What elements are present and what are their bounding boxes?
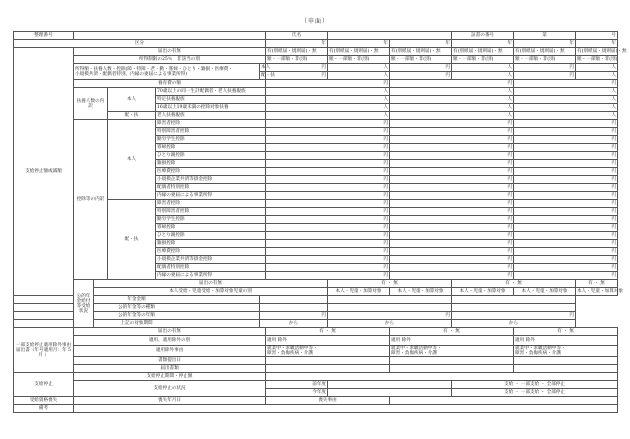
blank-cell xyxy=(390,365,514,373)
form-cell: 円 xyxy=(514,264,618,272)
form-cell: 円 xyxy=(514,168,618,176)
form-cell: 公的年金給付等受給状況 xyxy=(74,280,94,328)
form-cell: 円 xyxy=(266,232,390,240)
form-cell: 適用 除外 xyxy=(266,336,390,346)
form-cell: 円 xyxy=(390,160,514,168)
form-cell: 円 xyxy=(390,272,514,280)
form-cell: 円 xyxy=(514,232,618,240)
form-cell: 公的年金等の種類 xyxy=(14,304,260,312)
form-cell: 有 ・ 無 xyxy=(266,328,390,336)
form-cell: 円 xyxy=(266,192,390,200)
form-cell: 有 ・ 無 xyxy=(514,328,618,336)
form-cell: 円 xyxy=(266,72,328,80)
form-cell: 養育費の額 xyxy=(74,80,266,88)
blank-cell xyxy=(328,304,452,312)
form-cell: 医療費控除 xyxy=(156,248,266,256)
form-cell: 円 xyxy=(266,128,390,136)
form-cell: 喪失年月日 xyxy=(74,397,266,405)
form-cell: 人 xyxy=(576,72,618,80)
form-cell: 円 xyxy=(390,248,514,256)
name-label: 氏名 xyxy=(266,32,328,40)
form-cell: 円 xyxy=(266,240,390,248)
form-cell: 人 xyxy=(266,88,390,96)
form-cell: 年 xyxy=(576,40,618,48)
form-cell: 有 ・ 無 xyxy=(452,280,576,288)
income-label: 所得額・扶養人数・控除(障・特障・老・勤・寡婦・ひとり・雑損・医療費・ 小規模共済・配偶者特別、内縁の妻届による事業所得) xyxy=(74,64,260,80)
form-cell: 額・一部額・非(別) xyxy=(514,56,576,64)
form-cell: 円 xyxy=(390,128,514,136)
form-cell: 円 xyxy=(514,192,618,200)
blank-cell xyxy=(266,357,390,365)
form-cell: 額・一部額・非(別) xyxy=(328,56,390,64)
form-cell: 人 xyxy=(514,112,618,120)
form-cell: 届出の有無 xyxy=(74,328,266,336)
form-cell: 年 xyxy=(390,40,452,48)
form-cell: 今年度 xyxy=(266,389,328,397)
form-cell: 円 xyxy=(514,144,618,152)
form-cell: 受給資格喪失 xyxy=(14,397,74,405)
form-cell: 円 xyxy=(514,80,618,88)
top-row xyxy=(14,32,618,40)
form-cell: 寡婦控除 xyxy=(156,144,266,152)
form-cell: 本人 xyxy=(108,88,156,112)
form-cell: 円 xyxy=(514,256,618,264)
form-cell: 人 xyxy=(390,96,514,104)
blank-cell xyxy=(74,405,618,413)
form-cell: 円 xyxy=(390,208,514,216)
form-cell: 特定扶養親族 xyxy=(156,96,266,104)
form-cell: ひとり親控除 xyxy=(156,232,266,240)
form-cell: 円 xyxy=(390,80,514,88)
form-cell: 人 xyxy=(390,104,514,112)
form-cell: 障害者控除 xyxy=(156,200,266,208)
form-cell: から xyxy=(328,320,452,328)
form-cell: 年 xyxy=(328,40,390,48)
form-cell: 円 xyxy=(266,152,390,160)
form-cell: 備考 xyxy=(14,405,74,413)
form-cell: 前年度 xyxy=(266,381,328,389)
form-cell: 人 xyxy=(514,96,618,104)
form-cell: 円 xyxy=(514,224,618,232)
form-cell: 障害者控除 xyxy=(156,120,266,128)
form-cell: 支給 ・ 一部支給 ・ 全部停止 xyxy=(452,381,618,389)
form-cell: 上記の対象期間 xyxy=(14,320,260,328)
form-cell: 円 xyxy=(514,240,618,248)
form-cell: 配偶者特別控除 xyxy=(156,184,266,192)
form-cell: 円 xyxy=(390,176,514,184)
form-cell: 円 xyxy=(514,120,618,128)
form-cell: 有 ・ 無 xyxy=(328,280,452,288)
blank-cell xyxy=(266,373,618,381)
form-cell: 円 xyxy=(514,152,618,160)
blank-cell xyxy=(260,296,328,304)
form-cell: 円 xyxy=(390,64,452,72)
form-cell: 人 xyxy=(452,72,514,80)
dai-label: 第 xyxy=(514,32,576,40)
form-cell: 有 ・ 無 xyxy=(390,328,514,336)
blank-cell xyxy=(74,32,266,40)
form-cell: 円 xyxy=(514,208,618,216)
form-cell: 扶養人数の内訳 xyxy=(74,88,108,120)
form-cell: 円 xyxy=(266,168,390,176)
cert-label: 証書の番号 xyxy=(452,32,514,40)
form-cell: 有(別紙届・規則届)・無 xyxy=(390,48,452,56)
form-cell: 所得制限の25％ 非該当の別 xyxy=(74,56,266,64)
form-cell: 円 xyxy=(328,312,452,320)
form-cell: 特別障害者控除 xyxy=(156,208,266,216)
form-cell: 円 xyxy=(390,168,514,176)
form-cell: 円 xyxy=(390,240,514,248)
form-cell: 本人受給・児童受給・加算対象児童の別 xyxy=(94,288,328,296)
form-cell: から xyxy=(452,320,576,328)
form-cell: 年 xyxy=(514,40,576,48)
form-cell: 円 xyxy=(266,144,390,152)
form-cell: 本人・児童・加算対象 xyxy=(452,288,514,296)
form-cell: 円 xyxy=(514,64,576,72)
form-cell: 届出の有無 xyxy=(74,48,266,56)
form-cell: 配偶者特別控除 xyxy=(156,264,266,272)
form-cell: 円 xyxy=(514,128,618,136)
form-cell: 円 xyxy=(514,176,618,184)
form-cell: 円 xyxy=(514,248,618,256)
form-cell: 公的年金等の年額 xyxy=(14,312,260,320)
form-cell: 勤労学生控除 xyxy=(156,216,266,224)
form-cell: 本人・児童・加算対象 xyxy=(390,288,452,296)
form-cell: 額・一部額・非(別) xyxy=(452,56,514,64)
form-cell: 内縁の妻届による事業所得 xyxy=(156,272,266,280)
form-cell: 書類提出日 xyxy=(74,357,266,365)
form-cell: 円 xyxy=(260,312,328,320)
form-cell: 円 xyxy=(266,208,390,216)
form-cell: 有 ・ 無 xyxy=(576,280,618,288)
form-cell: 人 xyxy=(266,104,390,112)
form-cell: 老人扶養親族 xyxy=(156,112,266,120)
form-cell: 人 xyxy=(266,96,390,104)
form-cell: 円 xyxy=(514,216,618,224)
form-cell: 人 xyxy=(390,88,514,96)
form-cell: 雑損控除 xyxy=(156,160,266,168)
form-cell: 円 xyxy=(266,224,390,232)
form-cell: 雑損控除 xyxy=(156,240,266,248)
header-note: （申面） xyxy=(300,18,329,25)
blank-cell: 就業中・求職活動中等・ 障害・負傷疾病・介護 xyxy=(266,346,390,357)
form-cell: 円 xyxy=(266,248,390,256)
form-cell: 円 xyxy=(390,200,514,208)
form-cell: 本人・児童・加算対象 xyxy=(514,288,576,296)
form-cell: 人 xyxy=(452,64,514,72)
form-cell: 年金金額 xyxy=(14,296,260,304)
form-cell: 円 xyxy=(390,264,514,272)
form-cell: 支給停止の状況 xyxy=(74,381,266,397)
form-cell: 配・扶 xyxy=(261,72,275,78)
form-cell: 円 xyxy=(390,224,514,232)
form-cell: 本人 xyxy=(261,64,271,70)
form-cell: 円 xyxy=(266,256,390,264)
form-cell: 支給停止 xyxy=(14,373,74,397)
form-cell: 有(別紙届・規則届)・無 xyxy=(266,48,328,56)
form-cell: 円 xyxy=(266,176,390,184)
blank-cell xyxy=(514,365,618,373)
kubun-label: 区分 xyxy=(14,40,266,48)
form-cell: 円 xyxy=(266,64,328,72)
form-cell: 適用 除外 xyxy=(390,336,514,346)
form-cell: 円 xyxy=(390,192,514,200)
form-cell: 年 xyxy=(266,40,328,48)
seiri-label: 整理番号 xyxy=(14,32,74,40)
form-cell: 本人 xyxy=(108,120,156,200)
form-cell: 円 xyxy=(266,272,390,280)
form-cell: 円 xyxy=(390,136,514,144)
blank-cell xyxy=(266,365,390,373)
form-cell: 人 xyxy=(328,64,390,72)
form-cell: 円 xyxy=(390,120,514,128)
form-cell: 人 xyxy=(390,112,514,120)
form-cell: 円 xyxy=(390,72,452,80)
form-cell: 円 xyxy=(514,160,618,168)
form-cell: 円 xyxy=(266,136,390,144)
form-cell: 適用 除外 xyxy=(514,336,618,346)
form-cell: 年 xyxy=(452,40,514,48)
form-cell: 本人・児童・加算対象 xyxy=(577,288,623,294)
form-cell: 円 xyxy=(390,184,514,192)
form-cell: 円 xyxy=(266,216,390,224)
form-cell: ひとり親控除 xyxy=(156,152,266,160)
blank-cell: 就業中・求職活動中等・ 障害・負傷疾病・介護 xyxy=(514,346,618,357)
form-cell: 勤労学生控除 xyxy=(156,136,266,144)
form-cell: 人 xyxy=(266,112,390,120)
form-cell: 小規模企業共済等掛金控除 xyxy=(156,176,266,184)
form-cell: 届出の有無 xyxy=(94,280,328,288)
form-cell: 届出書類 xyxy=(74,365,266,373)
form-cell: 内縁の妻届による事業所得 xyxy=(156,192,266,200)
form-cell: から xyxy=(260,320,328,328)
form-cell: 円 xyxy=(390,144,514,152)
form-cell: 円 xyxy=(514,136,618,144)
form-cell: 円 xyxy=(266,160,390,168)
form-cell: 人 xyxy=(514,104,618,112)
blank-cell xyxy=(390,357,514,365)
form-cell: 円 xyxy=(266,80,390,88)
blank-cell xyxy=(452,304,576,312)
form-cell: 円 xyxy=(266,120,390,128)
blank-cell xyxy=(452,296,576,304)
blank-cell: 就業中・求職活動中等・ 障害・負傷疾病・介護 xyxy=(390,346,514,357)
blank-cell xyxy=(328,32,452,40)
form-cell: 寡婦控除 xyxy=(156,224,266,232)
form-cell: 支給 ・ 一部支給 ・ 全部停止 xyxy=(452,389,618,397)
form-cell: 円 xyxy=(514,272,618,280)
form-cell: 適用除外事由 xyxy=(74,346,266,357)
form-cell: 円 xyxy=(390,216,514,224)
form-cell: 人 xyxy=(328,72,390,80)
form-cell: 円 xyxy=(266,200,390,208)
form-cell: 支給停止期間・停止額 xyxy=(74,373,266,381)
form-cell: 有(別紙届・規則届)・無 xyxy=(452,48,514,56)
blank-cell xyxy=(390,397,618,405)
form-cell: 16歳以上19歳未満の控除対象扶養 xyxy=(156,104,266,112)
form-cell: 一部支給停止適用除外事由届出書（年号適用月：年 5 月 ） xyxy=(14,328,74,373)
blank-cell xyxy=(260,304,328,312)
form-cell: 本人・児童・加算対象 xyxy=(328,288,390,296)
form-cell: 額・一部額・非(別) xyxy=(577,56,618,62)
blank-cell xyxy=(328,389,452,397)
blank-cell xyxy=(514,357,618,365)
form-cell: 70歳以上の同一生計配偶者・老人扶養親族 xyxy=(156,88,266,96)
form-cell: 円 xyxy=(514,184,618,192)
form-cell: 額・一部額・非(別) xyxy=(390,56,452,64)
form-cell: 医療費控除 xyxy=(156,168,266,176)
form-cell: 円 xyxy=(452,312,576,320)
go-label: 号 xyxy=(576,32,618,40)
form-cell: 円 xyxy=(390,232,514,240)
form-cell: 円 xyxy=(390,256,514,264)
form-cell: 人 xyxy=(576,64,618,72)
form-cell: 控除等の内訳 xyxy=(74,120,108,280)
blank-cell xyxy=(328,381,452,389)
form-cell: 有(別紙届・規則届)・無 xyxy=(328,48,390,56)
form-table xyxy=(13,31,627,413)
form-cell: 有(別紙届・規則届)・無 xyxy=(577,48,627,54)
form-cell: 円 xyxy=(514,200,618,208)
shikyu-group-label: 支給停止額或減額 xyxy=(14,48,74,296)
form-cell: 有(別紙届・規則届)・無 xyxy=(514,48,576,56)
form-cell: 配・扶 xyxy=(108,112,156,120)
form-cell: 円 xyxy=(390,152,514,160)
form-cell: 喪失事由 xyxy=(266,397,390,405)
form-cell: 円 xyxy=(514,72,576,80)
form-cell: 適用、適用除外の別 xyxy=(74,336,266,346)
form-cell: 円 xyxy=(266,184,390,192)
form-cell: 特別障害者控除 xyxy=(156,128,266,136)
form-cell: 額・一部額・非(別) xyxy=(266,56,328,64)
form-cell: 円 xyxy=(266,264,390,272)
blank-cell xyxy=(328,296,452,304)
form-cell: 配・扶 xyxy=(108,200,156,280)
form-cell: 小規模企業共済等掛金控除 xyxy=(156,256,266,264)
form-cell: 人 xyxy=(514,88,618,96)
